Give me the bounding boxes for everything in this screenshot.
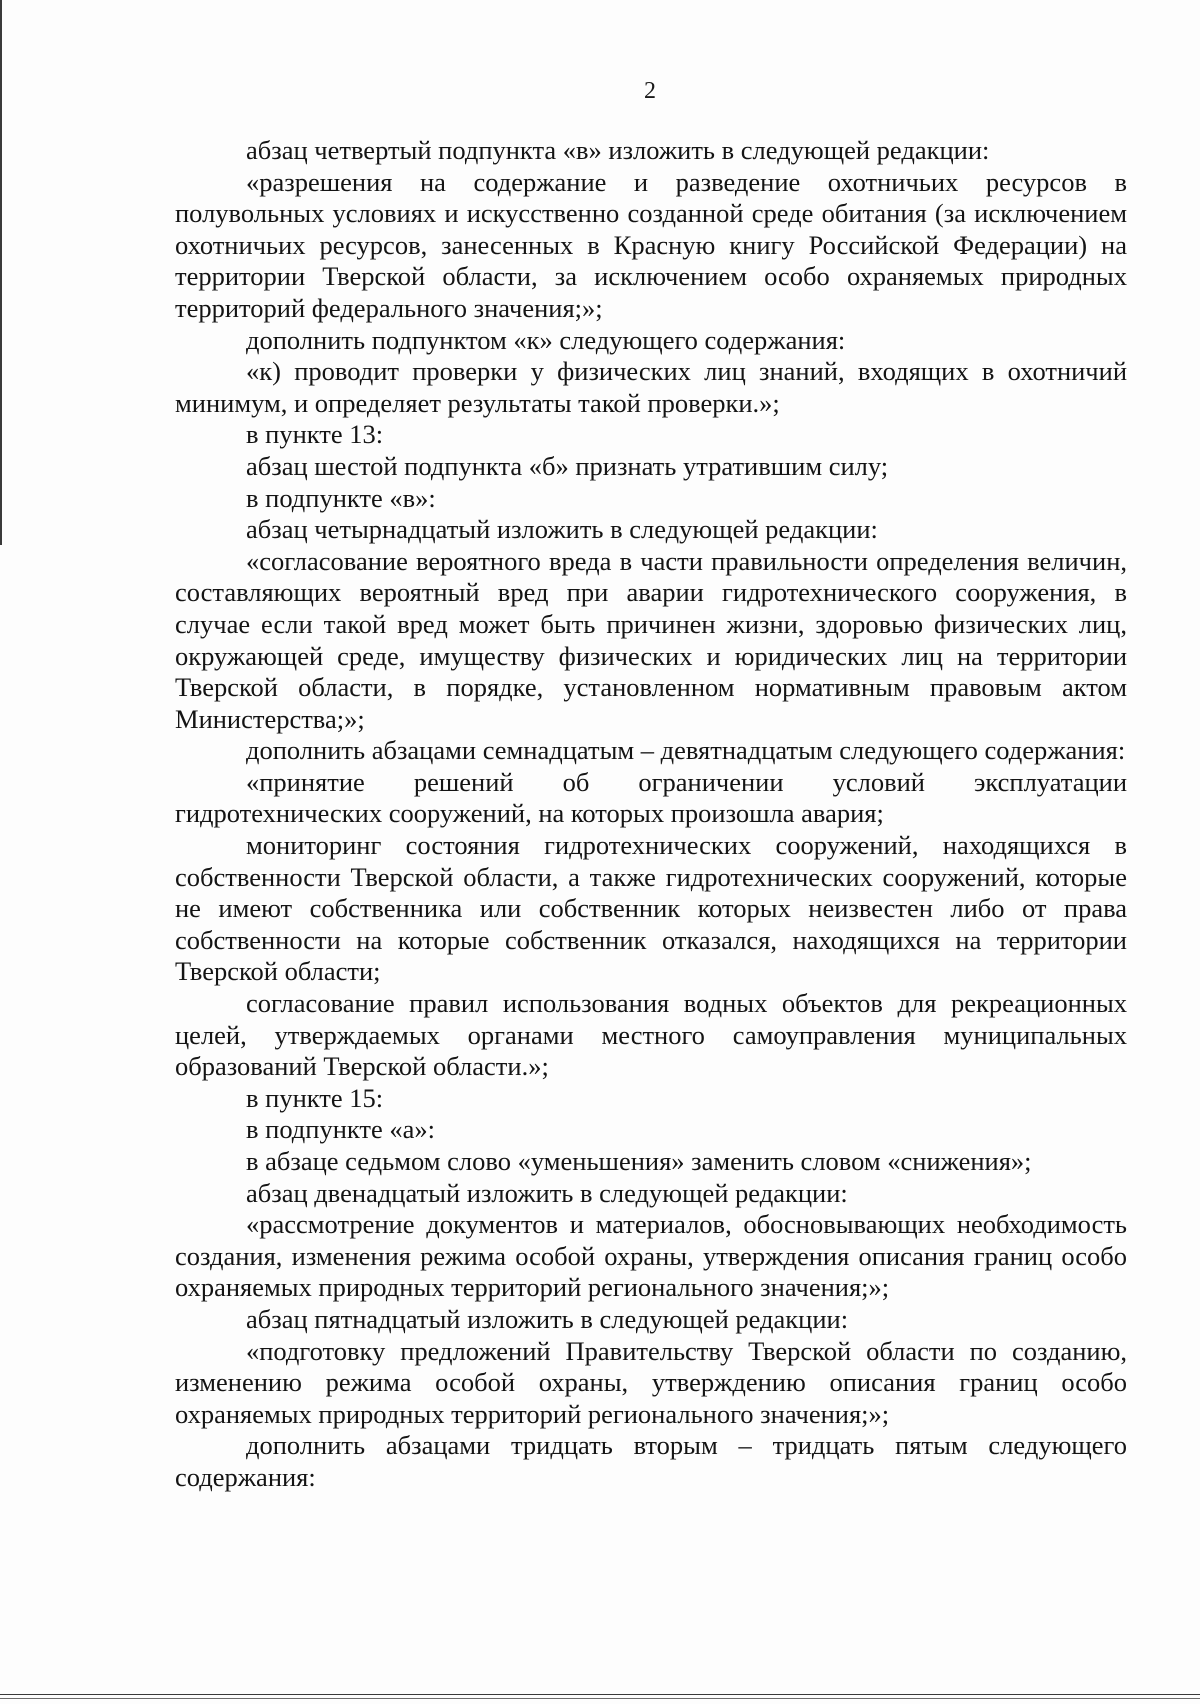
scan-edge-bottom-2 bbox=[0, 1698, 1200, 1699]
paragraph: абзац шестой подпункта «б» признать утратившим силу; bbox=[246, 450, 889, 481]
paragraph: согласование правил использования водных объектов для рекреационных целей, утверждаемых органами местного самоуправления муниципальных образований Тверской области.»; bbox=[175, 988, 1127, 1082]
paragraph: мониторинг состояния гидротехнических сооружений, находящихся в собственности Тверской области, а также гидротехнических сооружений, которые не имеют собственника или собственник которых неизвестен либо от права собственности на которые собственник отказался, находящихся на территории Тверской области; bbox=[175, 830, 1127, 987]
paragraph: абзац четырнадцатый изложить в следующей редакции: bbox=[246, 514, 878, 545]
paragraph: «разрешения на содержание и разведение охотничьих ресурсов в полувольных условиях и искусственно созданной среде обитания (за исключением охотничьих ресурсов, занесенных в Красную книгу Российской Федерации) на территории Тверской области, за исключением особо охраняемых природных территорий федерального значения;»; bbox=[175, 166, 1127, 323]
paragraph: «согласование вероятного вреда в части правильности определения величин, составляющих вероятный вред при аварии гидротехнического сооружения, в случае если такой вред может быть причинен жизни, здоровью физических лиц, окружающей среде, имуществу физических и юридических лиц на территории Тверской области, в порядке, установленном нормативным правовым актом Министерства;»; bbox=[175, 545, 1127, 734]
paragraph: «к) проводит проверки у физических лиц знаний, входящих в охотничий минимум, и определяет результаты такой проверки.»; bbox=[175, 356, 1127, 418]
paragraph: дополнить подпунктом «к» следующего содержания: bbox=[246, 324, 846, 355]
paragraph: абзац двенадцатый изложить в следующей редакции: bbox=[246, 1177, 848, 1208]
paragraph: абзац четвертый подпункта «в» изложить в следующей редакции: bbox=[246, 135, 990, 165]
paragraph: абзац пятнадцатый изложить в следующей редакции: bbox=[246, 1303, 849, 1334]
paragraph: «подготовку предложений Правительству Тверской области по созданию, изменению режима особой охраны, утверждению описания границ особо охраняемых природных территорий регионального значения;»; bbox=[175, 1335, 1127, 1429]
paragraph: в подпункте «а»: bbox=[246, 1114, 436, 1145]
page-number: 2 bbox=[644, 78, 656, 104]
paragraph: в пункте 15: bbox=[246, 1082, 384, 1113]
paragraph: в абзаце седьмом слово «уменьшения» заменить словом «снижения»; bbox=[246, 1146, 1032, 1176]
document-body bbox=[175, 135, 1127, 1494]
paragraph: «рассмотрение документов и материалов, обосновывающих необходимость создания, изменения режима особой охраны, утверждения описания границ особо охраняемых природных территорий регионального значения;»; bbox=[175, 1209, 1127, 1303]
paragraph: «принятие решений об ограничении условий эксплуатации гидротехнических сооружений, на которых произошла авария; bbox=[175, 766, 1127, 829]
paragraph: в пункте 13: bbox=[246, 419, 384, 450]
paragraph: в подпункте «в»: bbox=[246, 482, 436, 513]
paragraph: дополнить абзацами семнадцатым – девятнадцатым следующего содержания: bbox=[246, 735, 1126, 766]
scan-edge-bottom bbox=[0, 1694, 1200, 1695]
paragraph: дополнить абзацами тридцать вторым – тридцать пятым следующего содержания: bbox=[175, 1430, 1127, 1492]
